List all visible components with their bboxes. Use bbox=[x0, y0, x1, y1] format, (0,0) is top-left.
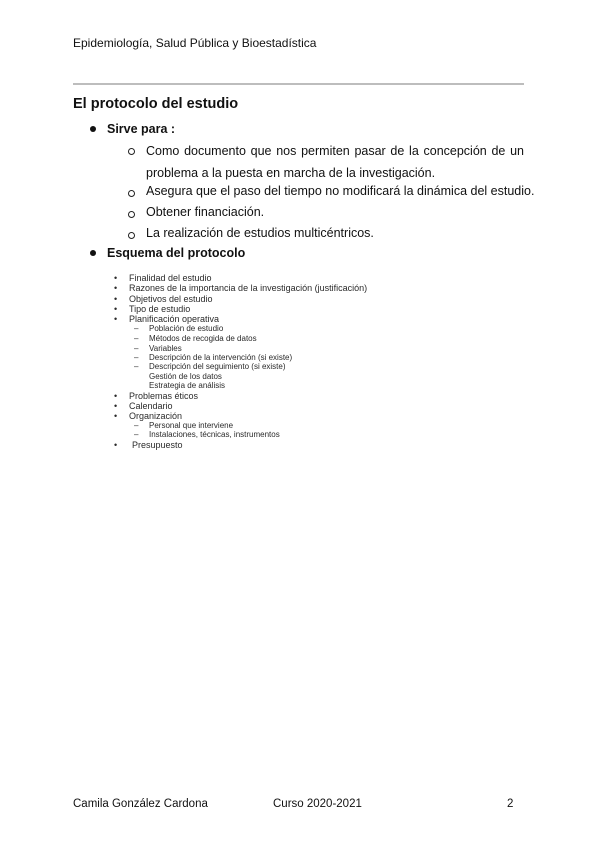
header-divider bbox=[73, 83, 524, 85]
scheme-item: • Tipo de estudio bbox=[114, 304, 191, 314]
scheme-subitem: Gestión de los datos bbox=[149, 372, 222, 381]
list-item-text: Obtener financiación. bbox=[146, 205, 265, 219]
scheme-item: • Problemas éticos bbox=[114, 391, 199, 401]
scheme-subitem: – Instalaciones, técnicas, instrumentos bbox=[134, 430, 280, 439]
scheme-item: • Calendario bbox=[114, 401, 173, 411]
bullet-sirve-para bbox=[90, 122, 175, 136]
bullet-label: Esquema del protocolo bbox=[107, 246, 246, 260]
list-item bbox=[128, 140, 524, 184]
hollow-bullet-icon bbox=[128, 211, 135, 218]
list-item bbox=[128, 226, 374, 240]
scheme-item: • Presupuesto bbox=[114, 440, 183, 450]
scheme-item: • Finalidad del estudio bbox=[114, 273, 212, 283]
bullet-esquema bbox=[90, 246, 245, 260]
scheme-subitem: – Descripción de la intervención (si existe) bbox=[134, 353, 293, 362]
hollow-bullet-icon bbox=[128, 190, 135, 197]
hollow-bullet-icon bbox=[128, 148, 135, 155]
scheme-item: • Planificación operativa bbox=[114, 314, 220, 324]
scheme-subitem: Estrategia de análisis bbox=[149, 381, 226, 390]
page-number: 2 bbox=[507, 798, 514, 810]
scheme-item: • Organización bbox=[114, 411, 183, 421]
list-item-text: Asegura que el paso del tiempo no modificará la dinámica del estudio. bbox=[146, 184, 535, 198]
bullet-dot-icon bbox=[90, 250, 96, 256]
list-item-text: La realización de estudios multicéntricos. bbox=[146, 226, 374, 240]
list-item bbox=[128, 205, 264, 219]
scheme-subitem: – Métodos de recogida de datos bbox=[134, 334, 257, 343]
hollow-bullet-icon bbox=[128, 232, 135, 239]
bullet-label: Sirve para : bbox=[107, 122, 176, 136]
bullet-dot-icon bbox=[90, 126, 96, 132]
running-header: Epidemiología, Salud Pública y Bioestadística bbox=[73, 36, 317, 50]
scheme-subitem: – Variables bbox=[134, 344, 182, 353]
scheme-item: • Objetivos del estudio bbox=[114, 294, 213, 304]
footer-course: Curso 2020-2021 bbox=[273, 798, 362, 810]
scheme-subitem: – Población de estudio bbox=[134, 324, 224, 333]
list-item bbox=[128, 184, 534, 198]
footer-author: Camila González Cardona bbox=[73, 798, 208, 810]
scheme-subitem: – Personal que interviene bbox=[134, 421, 234, 430]
list-item-text: Como documento que nos permiten pasar de la concepción de un problema a la puesta en marcha de la investigación. bbox=[146, 144, 524, 180]
scheme-subitem: – Descripción del seguimiento (si existe) bbox=[134, 362, 286, 371]
section-title: El protocolo del estudio bbox=[73, 96, 239, 112]
scheme-item: • Razones de la importancia de la investigación (justificación) bbox=[114, 283, 368, 293]
